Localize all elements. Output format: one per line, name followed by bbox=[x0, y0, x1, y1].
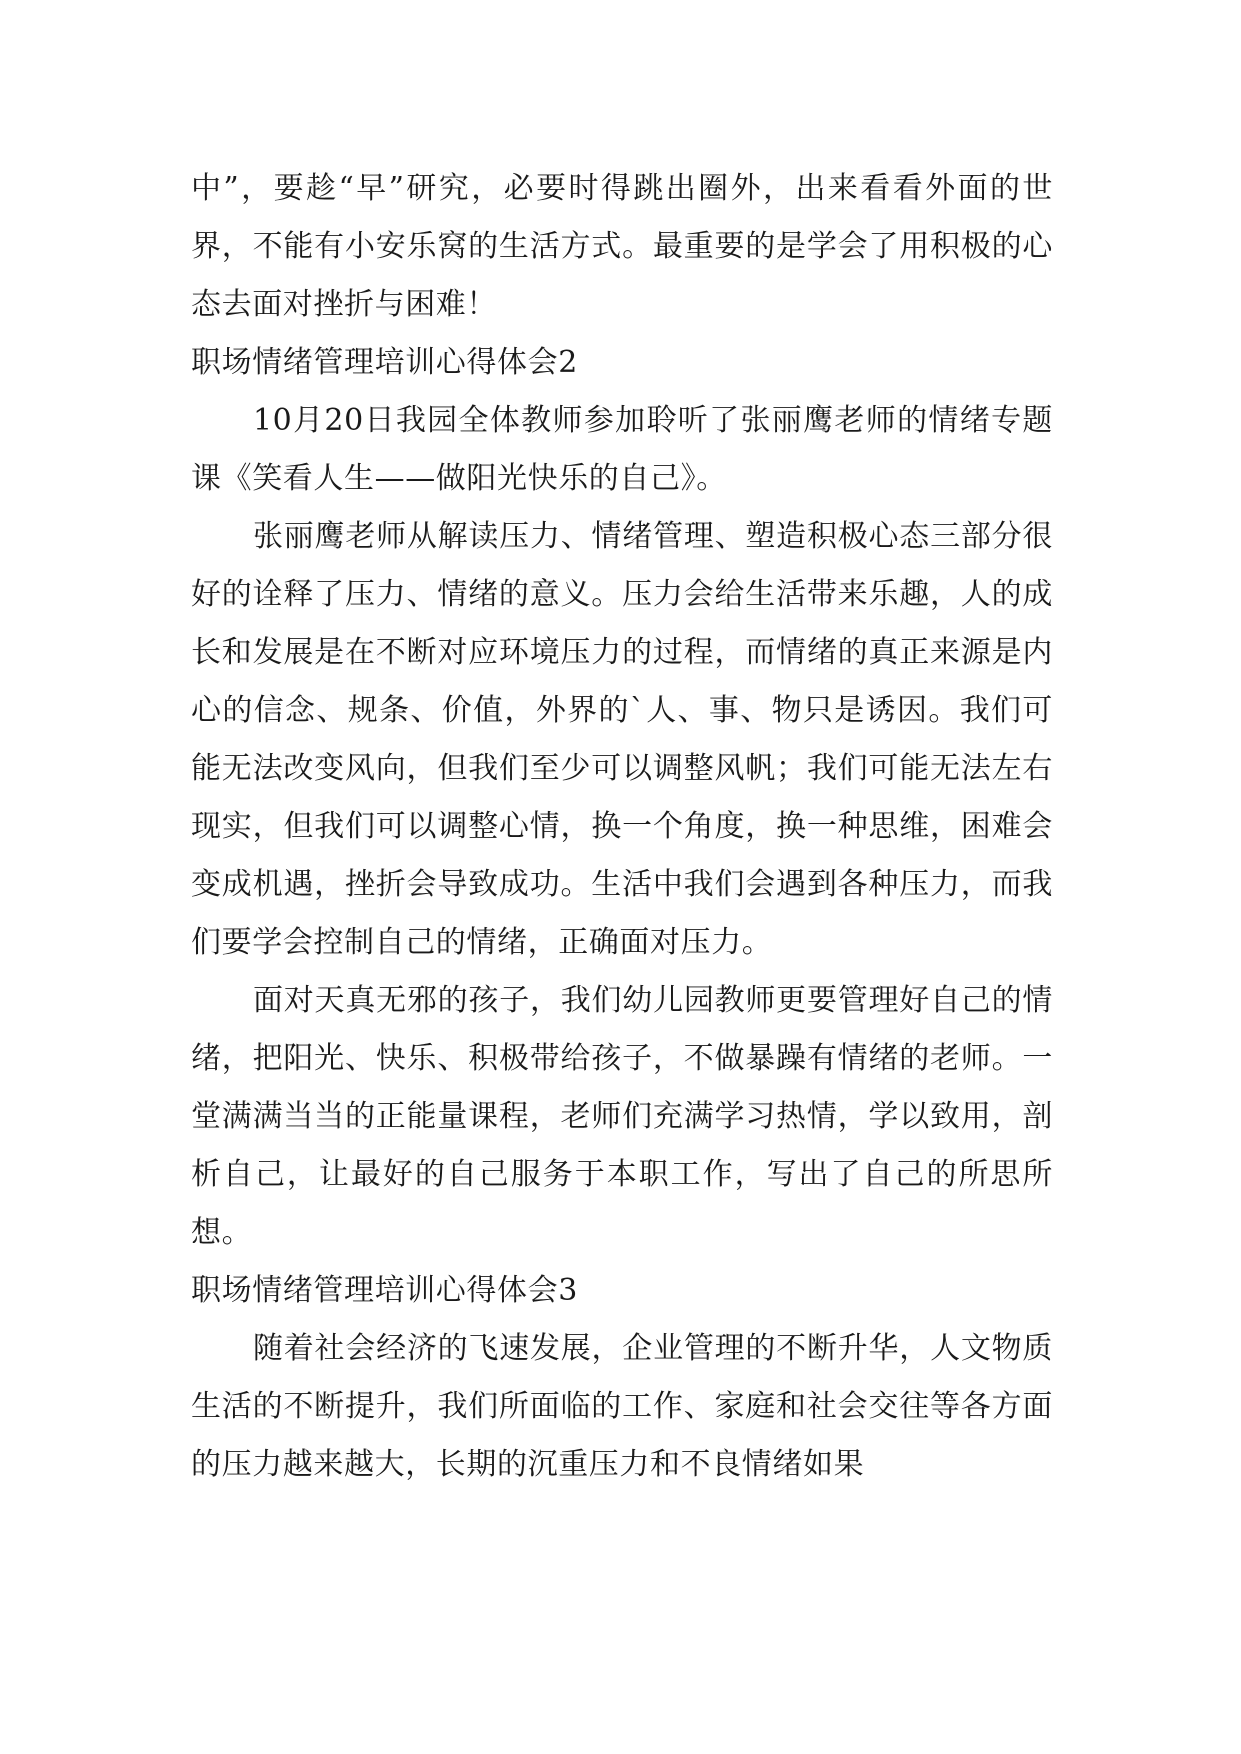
paragraph-course-intro: 10月20日我园全体教师参加聆听了张丽鹰老师的情绪专题课《笑看人生——做阳光快乐的自己》。 bbox=[191, 403, 1053, 496]
section-heading-2: 职场情绪管理培训心得体会2 bbox=[191, 345, 578, 380]
paragraph-social-pressure: 随着社会经济的飞速发展，企业管理的不断升华，人文物质生活的不断提升，我们所面临的工作、家庭和社会交往等各方面的压力越来越大，长期的沉重压力和不良情绪如果 bbox=[191, 1331, 1053, 1482]
paragraph-teachers: 面对天真无邪的孩子，我们幼儿园教师更要管理好自己的情绪，把阳光、快乐、积极带给孩子，不做暴躁有情绪的老师。一堂满满当当的正能量课程，老师们充满学习热情，学以致用，剖析自己，让最好的自己服务于本职工作，写出了自己的所思所想。 bbox=[191, 983, 1053, 1250]
section-heading-3: 职场情绪管理培训心得体会3 bbox=[191, 1273, 578, 1308]
document-body bbox=[191, 160, 1053, 1494]
paragraph-pressure-emotion: 张丽鹰老师从解读压力、情绪管理、塑造积极心态三部分很好的诠释了压力、情绪的意义。压力会给生活带来乐趣，人的成长和发展是在不断对应环境压力的过程，而情绪的真正来源是内心的信念、规条、价值，外界的`人、事、物只是诱因。我们可能无法改变风向，但我们至少可以调整风帆；我们可能无法左右现实，但我们可以调整心情，换一个角度，换一种思维，困难会变成机遇，挫折会导致成功。生活中我们会遇到各种压力，而我们要学会控制自己的情绪，正确面对压力。 bbox=[191, 519, 1053, 960]
paragraph-continuation: 中”，要趁“早”研究，必要时得跳出圈外，出来看看外面的世界，不能有小安乐窝的生活方式。最重要的是学会了用积极的心态去面对挫折与困难！ bbox=[191, 171, 1053, 322]
